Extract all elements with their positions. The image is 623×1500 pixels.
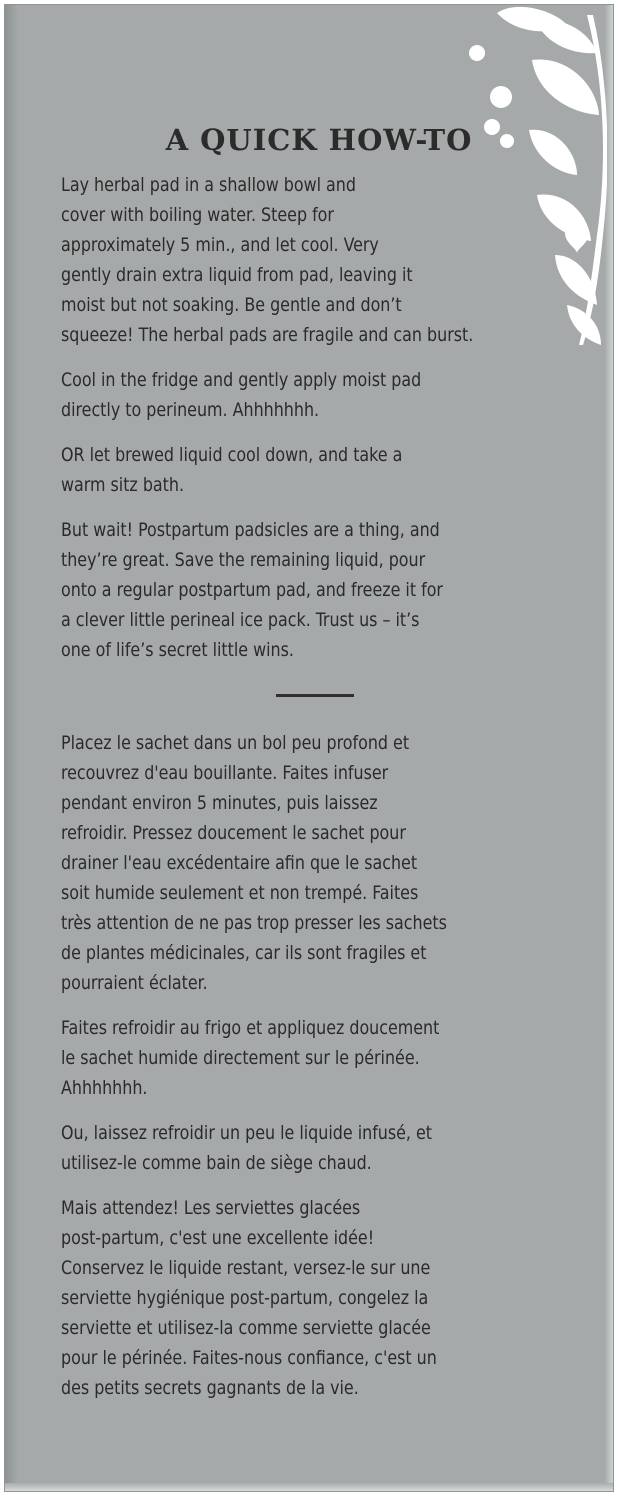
french-paragraph: Ou, laissez refroidir un peu le liquide infusé, et utilisez-le comme bain de siège chaud. [61,1122,433,1174]
english-paragraph: Lay herbal pad in a shallow bowl and cover with boiling water. Steep for approximately 5 min., and let cool. Very gently drain extra liquid from pad, leaving it moist but not soaking. Be gentle and don’t squeeze! The herbal pads are fragile and can burst. [61,174,474,346]
english-paragraph: Cool in the fridge and gently apply moist pad directly to perineum. Ahhhhhhh. [61,369,422,421]
english-instructions [61,170,561,680]
panel-left-edge [5,5,17,1491]
english-paragraph: But wait! Postpartum padsicles are a thing, and they’re great. Save the remaining liquid, pour onto a regular postpartum pad, and freeze it for a clever little perineal ice pack. Trust us – it’s one of life’s secret little wins. [61,519,443,661]
french-paragraph: Mais attendez! Les serviettes glacées post-partum, c'est une excellente idée! Conservez le liquide restant, versez-le sur une serviette hygiénique post-partum, congelez la serviette et utilisez-la comme serviette glacée pour le périnée. Faites-nous confiance, c'est un des petits secrets gagnants de la vie. [61,1197,437,1399]
section-divider [276,694,354,697]
english-paragraph: OR let brewed liquid cool down, and take a warm sitz bath. [61,444,403,496]
french-paragraph: Placez le sachet dans un bol peu profond et recouvrez d'eau bouillante. Faites infuser pendant environ 5 minutes, puis laissez refroidir. Pressez doucement le sachet pour drainer l'eau excédentaire afin que le sachet soit humide seulement et non trempé. Faites très attention de ne pas trop presser les sachets de plantes médicinales, car ils sont fragiles et pourraient éclater. [61,732,447,994]
page-title: A QUICK HOW-TO [165,123,473,157]
french-instructions [61,728,561,1418]
french-paragraph: Faites refroidir au frigo et appliquez doucement le sachet humide directement sur le périnée. Ahhhhhhh. [61,1017,440,1099]
panel-bottom-edge [5,1483,613,1491]
